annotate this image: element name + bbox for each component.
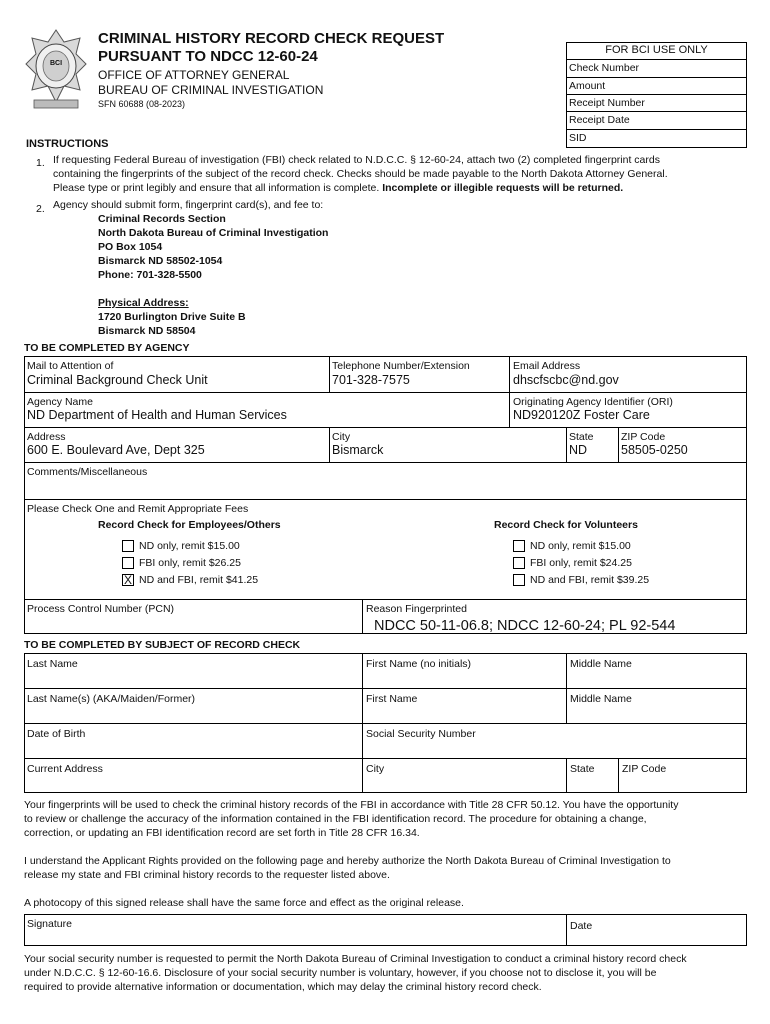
mailing-address-line: Bismarck ND 58502-1054 (98, 255, 223, 267)
signature-field[interactable]: Signature (27, 918, 72, 930)
check-number-field[interactable]: Check Number (569, 62, 640, 74)
item2-number: 2. (36, 203, 45, 215)
item1-number: 1. (36, 157, 45, 169)
pcn-label: Process Control Number (PCN) (27, 603, 175, 615)
telephone-label: Telephone Number/Extension (332, 360, 470, 372)
last-name-field[interactable]: Last Name (27, 658, 78, 670)
item1-line3-text: Please type or print legibly and ensure that all information is complete. (53, 182, 380, 194)
volunteer-nd-and-fbi-label: ND and FBI, remit $39.25 (530, 574, 650, 586)
mailing-address-line: North Dakota Bureau of Criminal Investigation (98, 227, 329, 239)
sid-field[interactable]: SID (569, 132, 587, 144)
current-address-field[interactable]: Current Address (27, 763, 103, 775)
mail-attention-label: Mail to Attention of (27, 360, 114, 372)
volunteer-fbi-only-label: FBI only, remit $24.25 (530, 557, 632, 569)
item1-line3 (53, 182, 623, 194)
agency-section-heading: TO BE COMPLETED BY AGENCY (24, 342, 190, 354)
comments-label: Comments/Miscellaneous (27, 466, 148, 478)
physical-address-line: Bismarck ND 58504 (98, 325, 196, 337)
bci-use-only-box (566, 42, 747, 148)
agency-name-label: Agency Name (27, 396, 93, 408)
telephone-field[interactable]: 701-328-7575 (332, 373, 410, 387)
amount-field[interactable]: Amount (569, 80, 606, 92)
authorization-line: release my state and FBI criminal history records to the requester listed above. (24, 869, 390, 881)
item1-line2: containing the fingerprints of the subject of the record check. Checks should be made payable to the North Dakota Attorney General. (53, 168, 668, 180)
receipt-date-field[interactable]: Receipt Date (569, 114, 630, 126)
volunteers-heading: Record Check for Volunteers (494, 519, 638, 531)
physical-address-heading: Physical Address: (98, 297, 189, 309)
ori-field[interactable]: ND920120Z Foster Care (513, 408, 650, 422)
volunteer-fbi-only-checkbox[interactable] (513, 557, 525, 569)
address-field[interactable]: 600 E. Boulevard Ave, Dept 325 (27, 443, 205, 457)
mailing-address-line: Phone: 701-328-5500 (98, 269, 202, 281)
aka-middle-name-field[interactable]: Middle Name (570, 693, 632, 705)
address-label: Address (27, 431, 66, 443)
item2-text: Agency should submit form, fingerprint card(s), and fee to: (53, 199, 324, 211)
reason-field[interactable]: NDCC 50-11-06.8; NDCC 12-60-24; PL 92-544 (374, 618, 676, 634)
volunteer-nd-only-checkbox[interactable] (513, 540, 525, 552)
zip-label: ZIP Code (621, 431, 666, 443)
form-title-line1: CRIMINAL HISTORY RECORD CHECK REQUEST (98, 30, 445, 47)
state-field[interactable]: ND (569, 443, 588, 457)
state-label: State (569, 431, 594, 443)
city-label: City (332, 431, 351, 443)
fees-label: Please Check One and Remit Appropriate Fees (27, 503, 249, 515)
employee-nd-and-fbi-label: ND and FBI, remit $41.25 (139, 574, 259, 586)
ori-label: Originating Agency Identifier (ORI) (513, 396, 673, 408)
receipt-number-field[interactable]: Receipt Number (569, 97, 645, 109)
aka-first-name-field[interactable]: First Name (366, 693, 418, 705)
employee-nd-only-label: ND only, remit $15.00 (139, 540, 240, 552)
email-field[interactable]: dhscfscbc@nd.gov (513, 373, 619, 387)
fbi-notice-line: Your fingerprints will be used to check the criminal history records of the FBI in accordance with Title 28 CFR 50.12. You have the opportunity (24, 799, 679, 811)
aka-name-field[interactable]: Last Name(s) (AKA/Maiden/Former) (27, 693, 196, 705)
form-title-line2: PURSUANT TO NDCC 12-60-24 (98, 48, 318, 65)
first-name-field[interactable]: First Name (no initials) (366, 658, 472, 670)
fbi-notice-line: to review or challenge the accuracy of the information contained in the FBI identification record. The procedure for obtaining a change, (24, 813, 647, 825)
photocopy-notice: A photocopy of this signed release shall have the same force and effect as the original release. (24, 897, 464, 909)
mailing-address-line: PO Box 1054 (98, 241, 163, 253)
check-mark: X (123, 573, 132, 587)
subject-zip-field[interactable]: ZIP Code (622, 763, 667, 775)
subject-state-field[interactable]: State (570, 763, 595, 775)
comments-field[interactable] (26, 478, 745, 498)
pcn-field[interactable] (26, 615, 360, 633)
employee-fbi-only-label: FBI only, remit $26.25 (139, 557, 241, 569)
email-label: Email Address (513, 360, 581, 372)
ssn-notice-line: under N.D.C.C. § 12-60-16.6. Disclosure of your social security number is voluntary, however, if you choose not to disclose it, you will be (24, 967, 657, 979)
middle-name-field[interactable]: Middle Name (570, 658, 632, 670)
volunteer-nd-and-fbi-checkbox[interactable] (513, 574, 525, 586)
item1-line1: If requesting Federal Bureau of investigation (FBI) check related to N.D.C.C. § 12-60-24, attach two (2) completed fingerprint cards (53, 154, 660, 166)
bci-seal-logo (24, 28, 88, 112)
ssn-notice-line: required to provide alternative information or documentation, which may delay the criminal history record check. (24, 981, 542, 993)
mail-attention-field[interactable]: Criminal Background Check Unit (27, 373, 208, 387)
form-number: SFN 60688 (08-2023) (98, 99, 186, 109)
physical-address-line: 1720 Burlington Drive Suite B (98, 311, 246, 323)
city-field[interactable]: Bismarck (332, 443, 384, 457)
agency-name-field[interactable]: ND Department of Health and Human Services (27, 408, 287, 422)
mailing-address-line: Criminal Records Section (98, 213, 226, 225)
office-name: OFFICE OF ATTORNEY GENERAL (98, 68, 290, 82)
ssn-notice-line: Your social security number is requested to permit the North Dakota Bureau of Criminal Investigation to conduct a criminal history record check (24, 953, 687, 965)
reason-label: Reason Fingerprinted (366, 603, 467, 615)
volunteer-nd-only-label: ND only, remit $15.00 (530, 540, 631, 552)
zip-field[interactable]: 58505-0250 (621, 443, 688, 457)
fbi-notice-line: correction, or updating an FBI identification record are set forth in Title 28 CFR 16.34. (24, 827, 420, 839)
signature-date-field[interactable]: Date (570, 920, 593, 932)
subject-city-field[interactable]: City (366, 763, 385, 775)
employee-nd-and-fbi-checkbox[interactable] (122, 574, 134, 586)
bci-use-only-title: FOR BCI USE ONLY (605, 44, 708, 56)
subject-section-heading: TO BE COMPLETED BY SUBJECT OF RECORD CHECK (24, 639, 301, 651)
instructions-heading: INSTRUCTIONS (26, 138, 109, 150)
bureau-name: BUREAU OF CRIMINAL INVESTIGATION (98, 83, 324, 97)
authorization-line: I understand the Applicant Rights provided on the following page and hereby authorize the North Dakota Bureau of Criminal Investigation to (24, 855, 671, 867)
signature-row (24, 914, 747, 946)
item1-warning: Incomplete or illegible requests will be returned. (382, 182, 624, 194)
seal-inner-text: BCI (49, 60, 63, 67)
employees-heading: Record Check for Employees/Others (98, 519, 281, 531)
date-of-birth-field[interactable]: Date of Birth (27, 728, 86, 740)
employee-nd-only-checkbox[interactable] (122, 540, 134, 552)
ssn-field[interactable]: Social Security Number (366, 728, 476, 740)
employee-fbi-only-checkbox[interactable] (122, 557, 134, 569)
